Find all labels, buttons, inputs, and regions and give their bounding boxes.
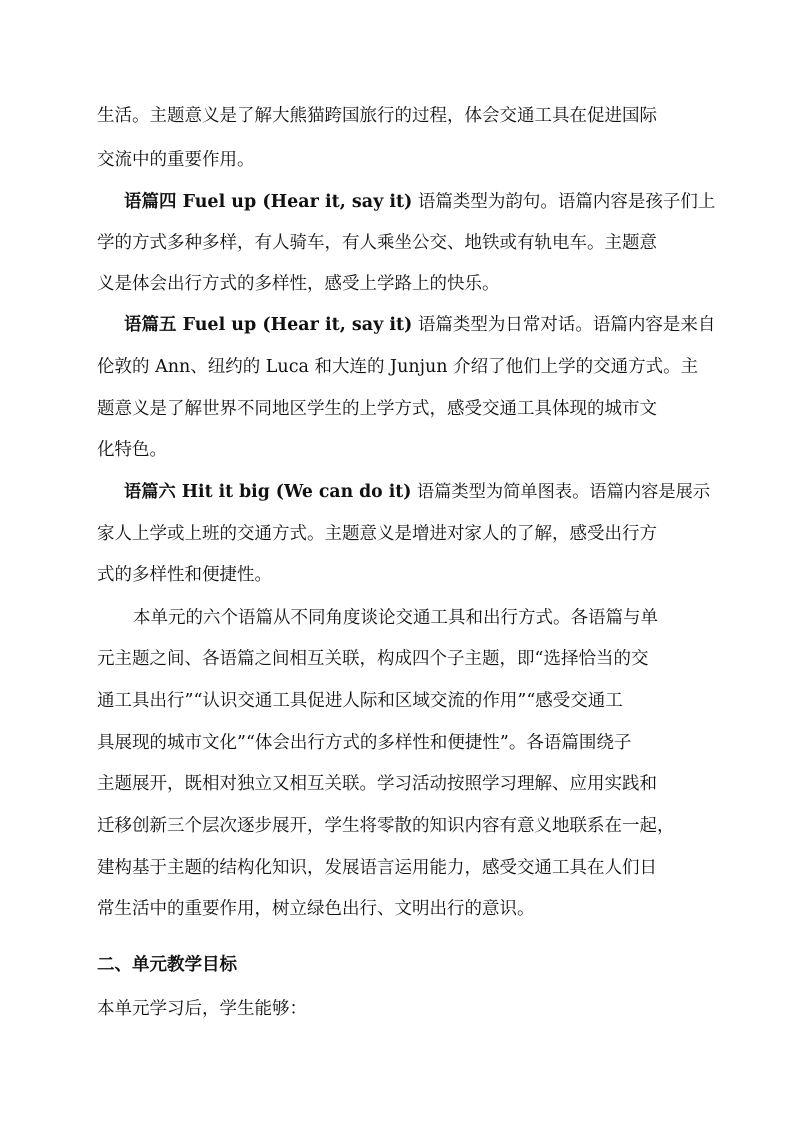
section-4-text: 语篇类型为韵句。语篇内容是孩子们上 bbox=[417, 192, 716, 212]
section-two-intro: 本单元学习后，学生能够： bbox=[97, 999, 307, 1019]
paragraph-line: 化特色。 bbox=[97, 440, 167, 460]
paragraph-line: 题意义是了解世界不同地区学生的上学方式，感受交通工具体现的城市文 bbox=[97, 399, 657, 419]
section-two-heading: 二、单元教学目标 bbox=[97, 955, 237, 975]
paragraph-line: 义是体会出行方式的多样性，感受上学路上的快乐。 bbox=[97, 274, 500, 294]
paragraph-line: 具展现的城市文化”“体会出行方式的多样性和便捷性”。各语篇围绕子 bbox=[97, 733, 632, 753]
paragraph-line: 伦敦的 Ann、纽约的 Luca 和大连的 Junjun 介绍了他们上学的交通方式。主 bbox=[97, 357, 699, 377]
paragraph-line: 本单元的六个语篇从不同角度谈论交通工具和出行方式。各语篇与单 bbox=[133, 608, 658, 628]
section-6-text: 语篇类型为简单图表。语篇内容是展示 bbox=[416, 482, 711, 502]
paragraph-line: 家人上学或上班的交通方式。主题意义是增进对家人的了解，感受出行方 bbox=[97, 524, 657, 544]
section-6-first-line bbox=[124, 480, 717, 504]
paragraph-line: 交流中的重要作用。 bbox=[97, 150, 255, 170]
paragraph-line: 元主题之间、各语篇之间相互关联，构成四个子主题，即“选择恰当的交 bbox=[97, 649, 649, 669]
paragraph-line: 主题展开，既相对独立又相互关联。学习活动按照学习理解、应用实践和 bbox=[97, 774, 657, 794]
section-5-heading: 语篇五 Fuel up (Hear it, say it) bbox=[124, 315, 413, 335]
paragraph-line: 通工具出行”“认识交通工具促进人际和区域交流的作用”“感受交通工 bbox=[97, 691, 623, 711]
section-5-first-line bbox=[124, 313, 717, 337]
section-5-text: 语篇类型为日常对话。语篇内容是来自 bbox=[417, 315, 716, 335]
paragraph-line: 建构基于主题的结构化知识，发展语言运用能力，感受交通工具在人们日 bbox=[97, 858, 657, 878]
paragraph-line: 式的多样性和便捷性。 bbox=[97, 565, 272, 585]
section-6-heading: 语篇六 Hit it big (We can do it) bbox=[124, 482, 412, 502]
paragraph-line: 生活。主题意义是了解大熊猫跨国旅行的过程，体会交通工具在促进国际 bbox=[97, 106, 657, 126]
paragraph-line: 常生活中的重要作用，树立绿色出行、文明出行的意识。 bbox=[97, 899, 535, 919]
paragraph-line: 学的方式多种多样，有人骑车，有人乘坐公交、地铁或有轨电车。主题意 bbox=[97, 233, 657, 253]
section-4-heading: 语篇四 Fuel up (Hear it, say it) bbox=[124, 192, 413, 212]
section-4-first-line bbox=[124, 190, 717, 214]
paragraph-line: 迁移创新三个层次逐步展开，学生将零散的知识内容有意义地联系在一起， bbox=[97, 816, 675, 836]
